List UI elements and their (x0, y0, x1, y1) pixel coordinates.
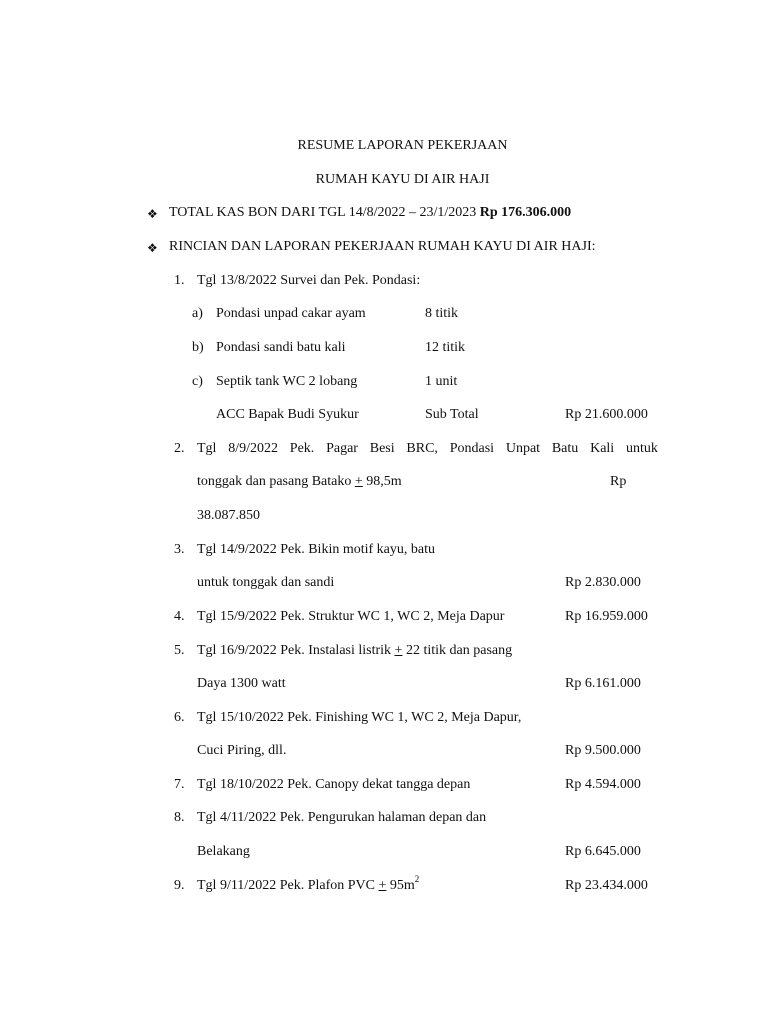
item-number: 9. (174, 878, 185, 893)
item-5-line2: Daya 1300 watt (197, 676, 286, 691)
word: 8/9/2022 (228, 441, 279, 456)
plus-minus-sign: + (378, 878, 387, 893)
item-number: 1. (174, 273, 185, 288)
item-2-line2-post: 98,5m (362, 474, 402, 489)
item-3-line2: untuk tonggak dan sandi (197, 575, 335, 590)
item-9-line1-post: 95m (386, 878, 415, 893)
word: Pek. (289, 441, 315, 456)
plus-minus-sign: + (354, 474, 363, 489)
word: Pondasi (449, 441, 495, 456)
sub-item-letter: c) (192, 374, 203, 389)
sub-item-qty: 12 titik (425, 340, 466, 355)
item-2-line2 (197, 474, 402, 490)
word: Besi (369, 441, 395, 456)
total-kas-bon-line (169, 205, 571, 221)
item-2-amount: 38.087.850 (197, 508, 260, 523)
total-kas-bon-amount: Rp 176.306.000 (479, 205, 572, 220)
item-2-line2-pre: tonggak dan pasang Batako (197, 474, 355, 489)
item-6-amount: Rp 9.500.000 (565, 743, 641, 758)
item-2-rp: Rp (610, 474, 627, 489)
item-9-line1-pre: Tgl 9/11/2022 Pek. Plafon PVC (197, 878, 379, 893)
sub-item-desc: Septik tank WC 2 lobang (216, 374, 358, 389)
sub-item-desc: Pondasi unpad cakar ayam (216, 306, 366, 321)
item-2-line1 (197, 441, 658, 457)
item-6-line2: Cuci Piring, dll. (197, 743, 287, 758)
sub-item-desc: Pondasi sandi batu kali (216, 340, 346, 355)
item-number: 2. (174, 441, 185, 456)
item-7-amount: Rp 4.594.000 (565, 777, 641, 792)
sub-item-qty: 8 titik (425, 306, 459, 321)
subtotal-amount: Rp 21.600.000 (565, 407, 648, 422)
acc-approval: ACC Bapak Budi Syukur (216, 407, 359, 422)
item-number: 8. (174, 810, 185, 825)
item-8-line1: Tgl 4/11/2022 Pek. Pengurukan halaman depan dan (197, 810, 487, 825)
item-5-amount: Rp 6.161.000 (565, 676, 641, 691)
item-number: 7. (174, 777, 185, 792)
item-9-amount: Rp 23.434.000 (565, 878, 648, 893)
item-6-line1: Tgl 15/10/2022 Pek. Finishing WC 1, WC 2, Meja Dapur, (197, 710, 522, 725)
diamond-bullet-icon: ❖ (147, 241, 158, 255)
item-9-line1 (197, 874, 420, 894)
plus-minus-sign: + (394, 643, 403, 658)
word: Pagar (326, 441, 358, 456)
item-3-line1: Tgl 14/9/2022 Pek. Bikin motif kayu, batu (197, 542, 435, 557)
sub-item-qty: 1 unit (425, 374, 458, 389)
sub-item-letter: a) (192, 306, 203, 321)
document-title-line1: RESUME LAPORAN PEKERJAAN (297, 138, 508, 153)
subtotal-label: Sub Total (425, 407, 479, 422)
document-title-line2: RUMAH KAYU DI AIR HAJI (315, 172, 490, 187)
word: BRC, (406, 441, 438, 456)
item-3-amount: Rp 2.830.000 (565, 575, 641, 590)
word: Batu (551, 441, 579, 456)
total-kas-bon-label: TOTAL KAS BON DARI TGL 14/8/2022 – 23/1/2023 (169, 205, 477, 220)
superscript-exponent: 2 (414, 874, 420, 885)
item-number: 5. (174, 643, 185, 658)
item-number: 4. (174, 609, 185, 624)
item-8-amount: Rp 6.645.000 (565, 844, 641, 859)
item-1-text: Tgl 13/8/2022 Survei dan Pek. Pondasi: (197, 273, 421, 288)
word: untuk (625, 441, 658, 456)
item-4-line1: Tgl 15/9/2022 Pek. Struktur WC 1, WC 2, Meja Dapur (197, 609, 505, 624)
item-number: 6. (174, 710, 185, 725)
item-5-line1-pre: Tgl 16/9/2022 Pek. Instalasi listrik (197, 643, 395, 658)
item-7-line1: Tgl 18/10/2022 Pek. Canopy dekat tangga depan (197, 777, 471, 792)
diamond-bullet-icon: ❖ (147, 207, 158, 221)
item-5-line1 (197, 643, 512, 659)
word: Kali (590, 441, 615, 456)
item-number: 3. (174, 542, 185, 557)
rincian-heading: RINCIAN DAN LAPORAN PEKERJAAN RUMAH KAYU DI AIR HAJI: (169, 239, 596, 254)
word: Unpat (505, 441, 541, 456)
item-8-line2: Belakang (197, 844, 250, 859)
item-5-line1-post: 22 titik dan pasang (402, 643, 513, 658)
word: Tgl (197, 441, 217, 456)
item-4-amount: Rp 16.959.000 (565, 609, 648, 624)
sub-item-letter: b) (192, 340, 204, 355)
